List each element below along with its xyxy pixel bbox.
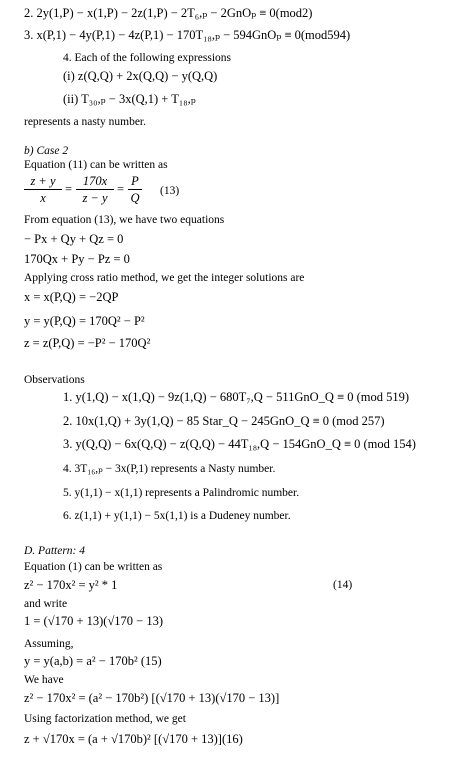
observation-2-equation: 2. 2y(1,P) − x(1,P) − 2z(1,P) − 2T₆,ₚ − 2GnOₚ ≡ 0(mod2): [24, 6, 313, 20]
observation-3-equation: 3. x(P,1) − 4y(P,1) − 4z(P,1) − 170T₁₈,ₚ − 594GnOₚ ≡ 0(mod594): [24, 28, 351, 42]
equation-a: − Px + Qy + Qz = 0: [24, 232, 124, 246]
observation-4-expression-i: (i) z(Q,Q) + 2x(Q,Q) − y(Q,Q): [63, 69, 218, 83]
fraction-1-numerator: z + y: [30, 174, 56, 188]
equation-14: z² − 170x² = y² * 1: [24, 578, 118, 592]
observation-4-expression-ii: (ii) T₃₀,ₚ − 3x(Q,1) + T₁₈,ₚ: [63, 92, 196, 106]
pattern-4-heading: D. Pattern: 4: [24, 545, 86, 557]
equation-13-label: (13): [160, 185, 180, 197]
observation-item-3: 3. y(Q,Q) − 6x(Q,Q) − z(Q,Q) − 44T₁₈,Q − 154GnO_Q ≡ 0 (mod 154): [63, 437, 416, 451]
equation-14-label: (14): [333, 579, 353, 591]
solution-z: z = z(P,Q) = −P² − 170Q²: [24, 336, 151, 350]
case-2-heading: b) Case 2: [24, 145, 69, 157]
observation-item-5: 5. y(1,1) − x(1,1) represents a Palindromic number.: [63, 487, 300, 499]
pattern-4-intro: Equation (1) can be written as: [24, 561, 163, 573]
cross-ratio-text: Applying cross ratio method, we get the integer solutions are: [24, 272, 305, 284]
equation-16: z + √170x = (a + √170b)² [(√170 + 13)](16): [24, 732, 243, 746]
unity-factorization: 1 = (√170 + 13)(√170 − 13): [24, 614, 164, 628]
case-2-intro: Equation (11) can be written as: [24, 159, 168, 171]
fraction-1: [24, 174, 62, 205]
product-equation: z² − 170x² = (a² − 170b²) [(√170 + 13)(√170 − 13)]: [24, 691, 280, 705]
fraction-2-numerator: 170x: [82, 174, 108, 188]
solution-y: y = y(P,Q) = 170Q² − P²: [24, 314, 145, 328]
observation-item-4: 4. 3T₁₆,ₚ − 3x(P,1) represents a Nasty number.: [63, 463, 276, 475]
factorization-text: Using factorization method, we get: [24, 713, 186, 725]
observations-heading: Observations: [24, 374, 85, 386]
assuming-text: Assuming,: [24, 638, 74, 650]
fraction-2-denominator: z − y: [82, 191, 108, 205]
fraction-2: [76, 174, 114, 205]
observation-item-1: 1. y(1,Q) − x(1,Q) − 9z(1,Q) − 680T₇,Q − 511GnO_Q ≡ 0 (mod 519): [63, 390, 410, 404]
we-have-text: We have: [24, 674, 64, 686]
equals-sign: =: [65, 182, 73, 196]
observation-4-intro: 4. Each of the following expressions: [63, 52, 231, 64]
equation-15: y = y(a,b) = a² − 170b² (15): [24, 654, 162, 668]
fraction-3-denominator: Q: [130, 191, 140, 205]
solution-x: x = x(P,Q) = −2QP: [24, 290, 119, 304]
nasty-number-statement: represents a nasty number.: [24, 116, 146, 128]
and-write-text: and write: [24, 598, 68, 610]
equation-b: 170Qx + Py − Pz = 0: [24, 252, 130, 266]
fraction-3-numerator: P: [131, 174, 139, 188]
observation-item-2: 2. 10x(1,Q) + 3y(1,Q) − 85 Star_Q − 245GnO_Q ≡ 0 (mod 257): [63, 414, 385, 428]
from-equation-text: From equation (13), we have two equations: [24, 214, 225, 226]
equals-sign: =: [117, 182, 125, 196]
fraction-1-denominator: x: [40, 191, 46, 205]
observation-item-6: 6. z(1,1) + y(1,1) − 5x(1,1) is a Dudeney number.: [63, 510, 291, 522]
fraction-3: [128, 174, 142, 205]
